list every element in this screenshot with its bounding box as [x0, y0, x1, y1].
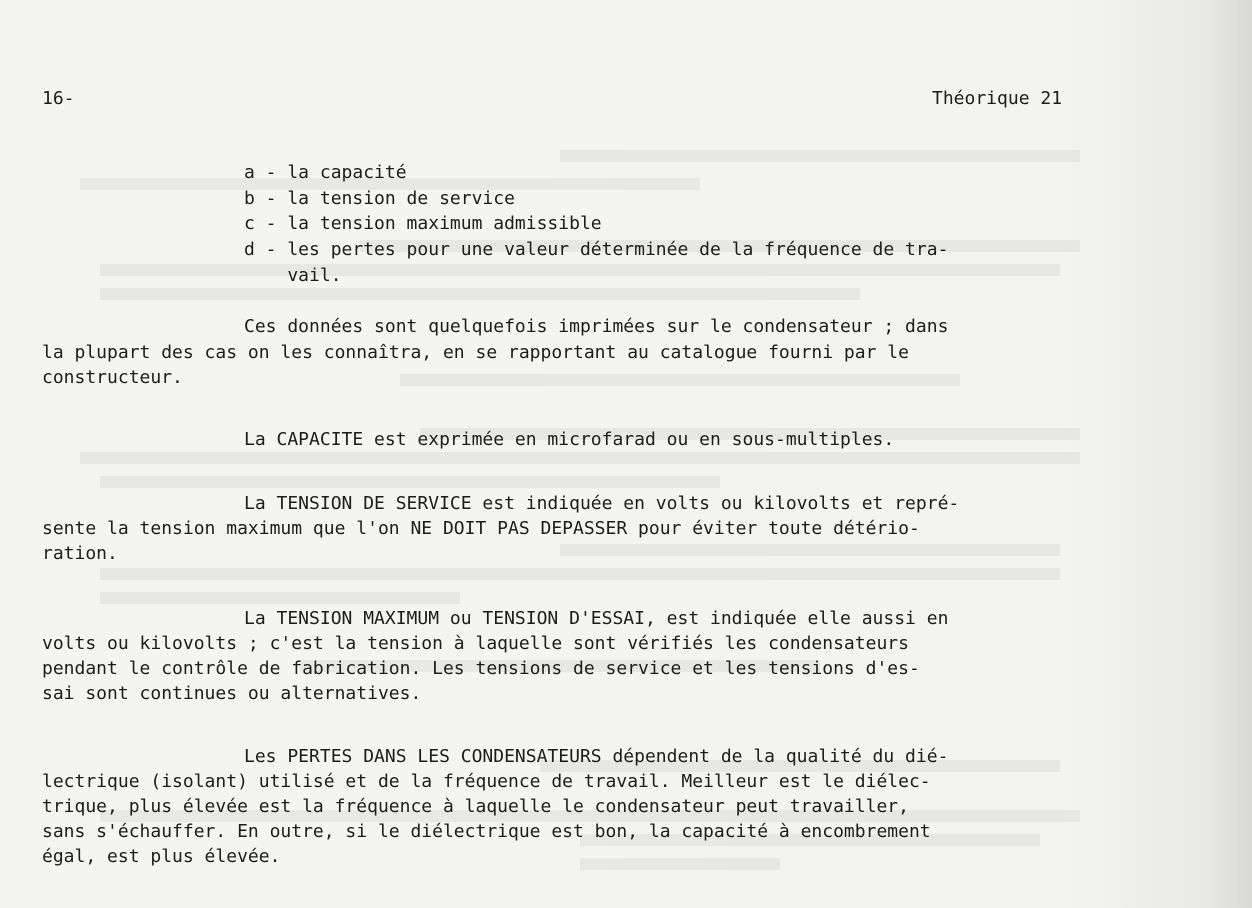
page-number: 16-: [42, 88, 75, 109]
paragraph-line: Les PERTES DANS LES CONDENSATEURS dépendent de la qualité du dié-: [244, 746, 949, 767]
paragraph-line: sente la tension maximum que l'on NE DOIT PAS DEPASSER pour éviter toute détério-: [42, 518, 920, 539]
paragraph-line: La TENSION DE SERVICE est indiquée en volts ou kilovolts et repré-: [244, 493, 960, 514]
paragraph-line: La TENSION MAXIMUM ou TENSION D'ESSAI, est indiquée elle aussi en: [244, 608, 949, 629]
paragraph-line: Ces données sont quelquefois imprimées sur le condensateur ; dans: [244, 316, 949, 337]
paragraph-line: ration.: [42, 543, 118, 564]
paragraph-line: égal, est plus élevée.: [42, 846, 281, 867]
paragraph-line: sai sont continues ou alternatives.: [42, 683, 422, 704]
paragraph-line: pendant le contrôle de fabrication. Les tensions de service et les tensions d'es-: [42, 658, 920, 679]
paragraph-line: La CAPACITE est exprimée en microfarad ou en sous-multiples.: [244, 429, 895, 450]
paragraph-line: la plupart des cas on les connaîtra, en se rapportant au catalogue fourni par le: [42, 342, 909, 363]
list-item: vail.: [244, 265, 342, 286]
paragraph-line: constructeur.: [42, 367, 183, 388]
section-title: Théorique 21: [932, 88, 1063, 109]
list-item: b - la tension de service: [244, 188, 515, 209]
list-item: a - la capacité: [244, 162, 407, 183]
paragraph-line: lectrique (isolant) utilisé et de la fréquence de travail. Meilleur est le diélec-: [42, 771, 931, 792]
list-item: c - la tension maximum admissible: [244, 213, 602, 234]
paragraph-line: volts ou kilovolts ; c'est la tension à laquelle sont vérifiés les condensateurs: [42, 633, 909, 654]
list-item: d - les pertes pour une valeur déterminée de la fréquence de tra-: [244, 239, 949, 260]
paragraph-line: sans s'échauffer. En outre, si le diélectrique est bon, la capacité à encombrement: [42, 821, 931, 842]
paragraph-line: trique, plus élevée est la fréquence à laquelle le condensateur peut travailler,: [42, 796, 909, 817]
